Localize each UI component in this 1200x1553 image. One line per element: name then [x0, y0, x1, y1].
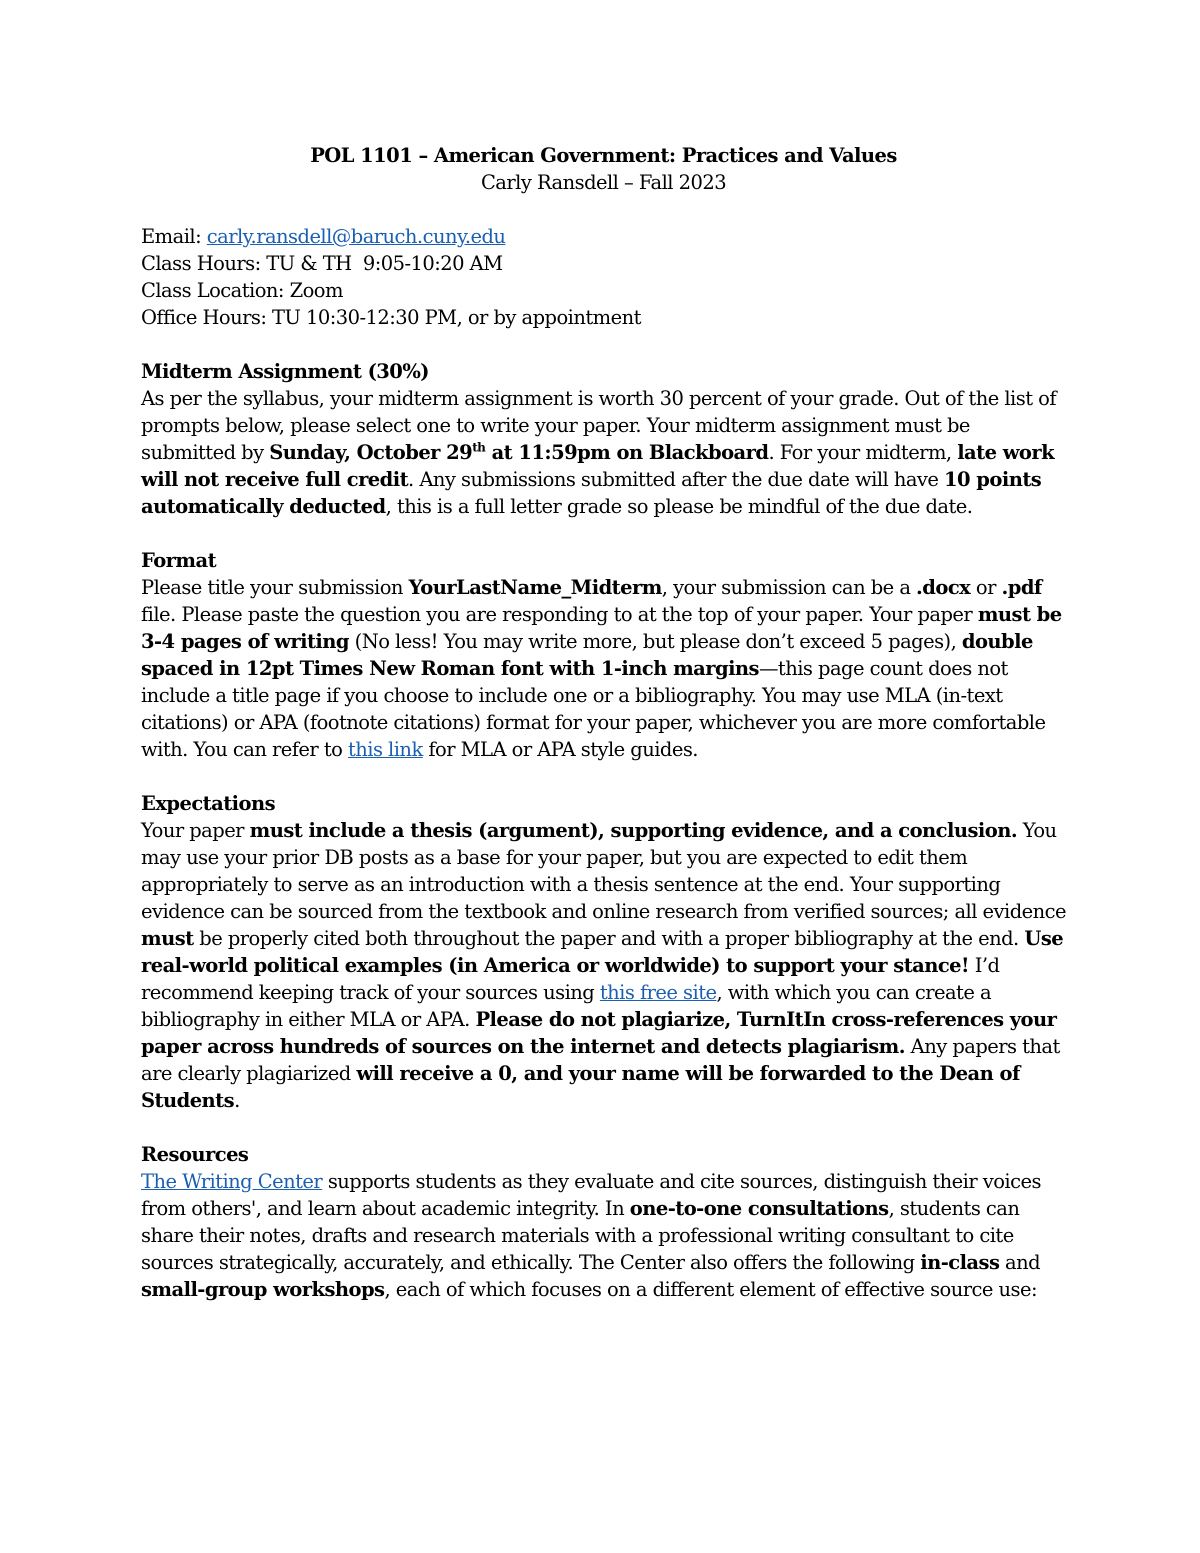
- resources-paragraph: The Writing Center supports students as they evaluate and cite sources, distinguish their voices from others', and learn about academic integrity. In one-to-one consultations, students can share their notes, drafts and research materials with a professional writing consultant to cite sources strategically, accurately, and ethically. The Center also offers the following in-class and small-group workshops, each of which focuses on a different element of effective source use:: [141, 1170, 1041, 1301]
- midterm-heading: Midterm Assignment (30%): [141, 360, 429, 383]
- office-hours: Office Hours: TU 10:30-12:30 PM, or by appointment: [141, 306, 641, 329]
- expectations-paragraph: Your paper must include a thesis (argument), supporting evidence, and a conclusion. You may use your prior DB posts as a base for your paper, but you are expected to edit them appropriately to serve as an introduction with a thesis sentence at the end. Your supporting evidence can be sourced from the textbook and online research from verified sources; all evidence must be properly cited both throughout the paper and with a proper bibliography at the end. Use real-world political examples (in America or worldwide) to support your stance! I’d recommend keeping track of your sources using this free site, with which you can create a bibliography in either MLA or APA. Please do not plagiarize, TurnItIn cross-references your paper across hundreds of sources on the internet and detects plagiarism. Any papers that are clearly plagiarized will receive a 0, and your name will be forwarded to the Dean of Students.: [141, 819, 1066, 1112]
- writing-center-link[interactable]: The Writing Center: [141, 1170, 323, 1193]
- document-body: [141, 142, 1066, 1303]
- resources-heading: Resources: [141, 1143, 249, 1166]
- email-line: [141, 223, 1066, 250]
- expectations-heading: Expectations: [141, 792, 276, 815]
- midterm-paragraph: As per the syllabus, your midterm assignment is worth 30 percent of your grade. Out of the list of prompts below, please select one to write your paper. Your midterm assignment must be submitted by Sunday, October 29th at 11:59pm on Blackboard. For your midterm, late work will not receive full credit. Any submissions submitted after the due date will have 10 points automatically deducted, this is a full letter grade so please be mindful of the due date.: [141, 387, 1056, 518]
- class-location: Class Location: Zoom: [141, 279, 343, 302]
- format-heading: Format: [141, 549, 217, 572]
- course-title: POL 1101 – American Government: Practices and Values: [310, 144, 897, 167]
- style-guide-link[interactable]: this link: [347, 738, 423, 761]
- format-paragraph: Please title your submission YourLastName_Midterm, your submission can be a .docx or .pdf file. Please paste the question you are responding to at the top of your paper. Your paper must be 3-4 pages of writing (No less! You may write more, but please don’t exceed 5 pages), double spaced in 12pt Times New Roman font with 1-inch margins—this page count does not include a title page if you choose to include one or a bibliography. You may use MLA (in-text citations) or APA (footnote citations) format for your paper, whichever you are more comfortable with. You can refer to this link for MLA or APA style guides.: [141, 576, 1062, 761]
- class-hours: Class Hours: TU & TH 9:05-10:20 AM: [141, 252, 503, 275]
- citation-site-link[interactable]: this free site: [599, 981, 717, 1004]
- instructor-term: Carly Ransdell – Fall 2023: [480, 171, 727, 194]
- email-link[interactable]: carly.ransdell@baruch.cuny.edu: [206, 225, 506, 248]
- email-label: Email:: [141, 225, 202, 248]
